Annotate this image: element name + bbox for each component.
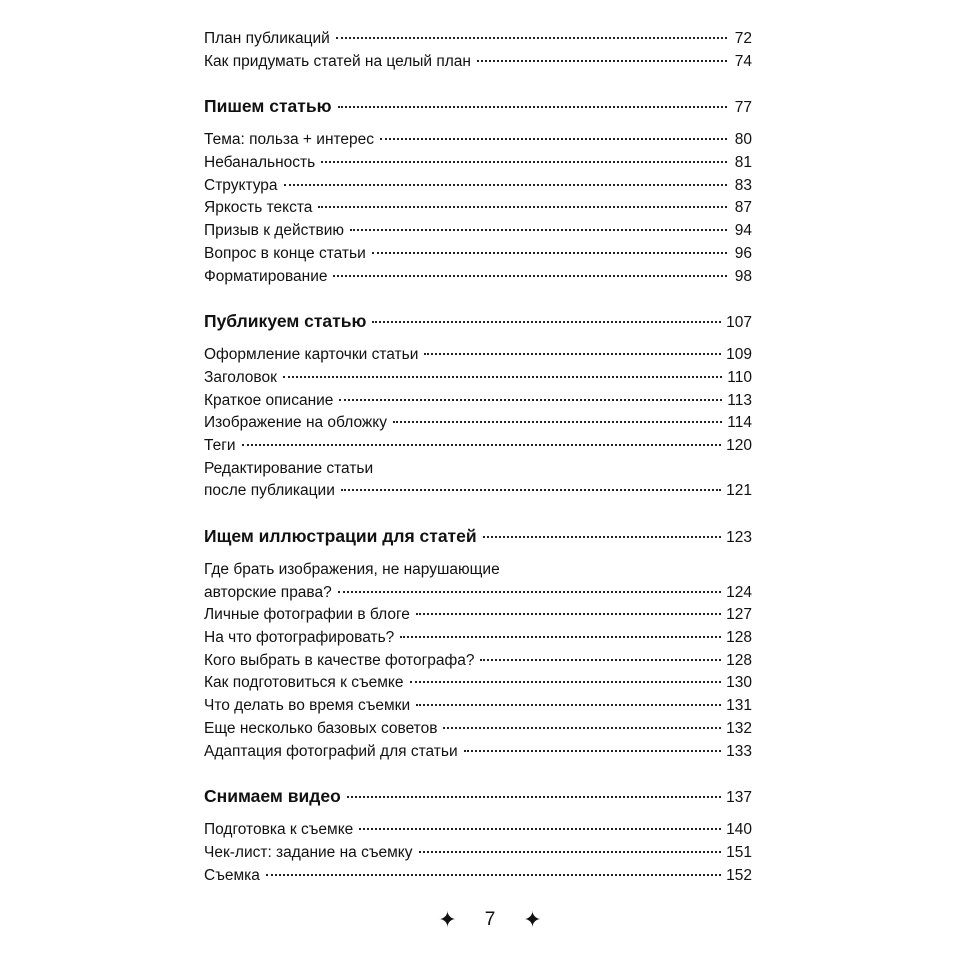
dot-leader (416, 704, 721, 706)
toc-entry (204, 266, 752, 289)
toc-entry-title: План публикаций (204, 30, 330, 47)
dot-leader (242, 444, 722, 446)
toc-entry-title: Яркость текста (204, 199, 313, 217)
toc-entry-page: 130 (726, 674, 752, 692)
dot-leader (380, 138, 727, 140)
dot-leader (410, 681, 722, 683)
dot-leader (480, 659, 721, 661)
dot-leader (477, 60, 727, 62)
toc-entry-page: 113 (727, 391, 752, 409)
dot-leader (393, 421, 722, 423)
dot-leader (372, 252, 727, 254)
chapter-title: Пишем статью (204, 96, 332, 117)
toc-entry-page: 127 (726, 606, 752, 624)
dot-leader (443, 727, 721, 729)
chapter-heading (204, 93, 752, 119)
toc-entry-page: 128 (726, 629, 752, 647)
dot-leader (350, 229, 727, 231)
toc-entry-title: Как придумать статей на целый план (204, 52, 471, 70)
chapter-title: Публикуем статью (204, 311, 367, 332)
toc-entry (204, 865, 752, 888)
toc-entry-title: Краткое описание (204, 391, 334, 409)
table-of-contents (204, 28, 752, 887)
toc-entry-title: Изображение на обложку (204, 414, 387, 432)
chapter-page: 77 (734, 99, 752, 117)
dot-leader (318, 206, 727, 208)
toc-entry (204, 129, 752, 152)
toc-entry (204, 51, 752, 74)
toc-entry (204, 243, 752, 266)
toc-entry-title: Заголовок (204, 368, 277, 386)
toc-entry-title: авторские права? (204, 583, 332, 601)
dot-leader (338, 106, 727, 108)
dot-leader (483, 536, 722, 538)
star-ornament-icon: ✦ (438, 907, 457, 932)
toc-entry-title: Форматирование (204, 267, 328, 285)
toc-entry (204, 412, 752, 435)
toc-entry-title: Личные фотографии в блоге (204, 606, 410, 624)
toc-entry (204, 718, 752, 741)
toc-entry-page: 94 (734, 222, 752, 240)
toc-entry-title-line1: Редактирование статьи (204, 459, 374, 477)
toc-entry (204, 175, 752, 198)
dot-leader (372, 321, 721, 323)
toc-entry (204, 842, 752, 865)
toc-entry-title: Чек-лист: задание на съемку (204, 843, 413, 861)
toc-entry (204, 28, 752, 51)
toc-entry (204, 627, 752, 650)
toc-entry-page: 109 (726, 346, 752, 364)
toc-entry-title: Структура (204, 176, 278, 194)
toc-entry-page: 114 (727, 414, 752, 432)
chapter-heading (204, 783, 752, 809)
dot-leader (400, 636, 721, 638)
toc-entry-title: Небанальность (204, 154, 316, 172)
toc-entry-page: 132 (726, 719, 752, 737)
toc-entry-page: 124 (726, 583, 752, 601)
chapter-title: Снимаем видео (204, 786, 341, 807)
dot-leader (347, 796, 721, 798)
chapter-page: 123 (726, 529, 752, 546)
toc-entry (204, 695, 752, 718)
toc-entry-page: 152 (726, 866, 752, 884)
toc-entry (204, 435, 752, 458)
toc-entry-page: 87 (734, 199, 752, 217)
toc-entry (204, 650, 752, 673)
toc-entry (204, 819, 752, 842)
toc-entry-title: Адаптация фотографий для статьи (204, 742, 458, 760)
dot-leader (266, 874, 721, 876)
dot-leader (336, 37, 727, 39)
toc-entry-page: 121 (726, 482, 752, 500)
dot-leader (419, 851, 722, 853)
toc-entry-title: На что фотографировать? (204, 629, 395, 647)
page-footer (0, 909, 980, 931)
dot-leader (284, 184, 727, 186)
toc-entry (204, 582, 752, 605)
toc-entry-title: Кого выбрать в качестве фотографа? (204, 651, 475, 669)
dot-leader (339, 399, 722, 401)
dot-leader (464, 750, 722, 752)
toc-entry-title-line1: Где брать изображения, не нарушающие (204, 561, 500, 578)
toc-entry-page: 96 (734, 244, 752, 262)
toc-entry-title: Вопрос в конце статьи (204, 244, 366, 262)
toc-entry (204, 197, 752, 220)
toc-entry-page: 140 (726, 821, 752, 839)
toc-entry (204, 344, 752, 367)
chapter-heading (204, 308, 752, 334)
toc-entry-page: 83 (734, 176, 752, 194)
toc-entry (204, 741, 752, 764)
toc-entry-page: 80 (734, 131, 752, 149)
chapter-title: Ищем иллюстрации для статей (204, 526, 477, 546)
page-number: 7 (484, 909, 496, 930)
toc-entry-page: 110 (727, 368, 752, 386)
toc-entry (204, 672, 752, 695)
toc-entry-title: Что делать во время съемки (204, 697, 411, 715)
toc-entry-page: 81 (734, 154, 752, 172)
toc-entry (204, 480, 752, 503)
toc-entry-title: Съемка (204, 866, 260, 884)
dot-leader (333, 275, 727, 277)
toc-entry-page: 98 (734, 267, 752, 285)
dot-leader (341, 489, 721, 491)
star-ornament-icon: ✦ (523, 907, 542, 932)
toc-entry-title: Оформление карточки статьи (204, 346, 419, 364)
dot-leader (321, 161, 727, 163)
toc-entry-title: Тема: польза + интерес (204, 131, 375, 149)
toc-entry-title: Подготовка к съемке (204, 821, 354, 839)
toc-entry (204, 604, 752, 627)
dot-leader (416, 613, 721, 615)
dot-leader (283, 376, 722, 378)
chapter-page: 137 (726, 789, 752, 807)
chapter-page: 107 (726, 314, 752, 332)
toc-entry (204, 220, 752, 243)
toc-entry-title: после публикации (204, 482, 335, 500)
toc-entry-page: 74 (734, 52, 752, 70)
toc-entry-page: 151 (726, 843, 752, 861)
toc-entry-title: Еще несколько базовых советов (204, 719, 438, 737)
chapter-heading (204, 523, 752, 549)
toc-entry-page: 131 (726, 697, 752, 715)
toc-entry-page: 72 (734, 30, 752, 47)
toc-entry (204, 152, 752, 175)
toc-entry-title: Призыв к действию (204, 222, 344, 240)
toc-entry-page: 120 (726, 436, 752, 454)
dot-leader (359, 828, 721, 830)
toc-entry (204, 390, 752, 413)
toc-entry (204, 367, 752, 390)
dot-leader (338, 591, 721, 593)
dot-leader (424, 353, 721, 355)
toc-entry-title: Как подготовиться к съемке (204, 674, 404, 692)
toc-entry-title: Теги (204, 436, 236, 454)
toc-entry-page: 133 (726, 742, 752, 760)
toc-entry-page: 128 (726, 651, 752, 669)
